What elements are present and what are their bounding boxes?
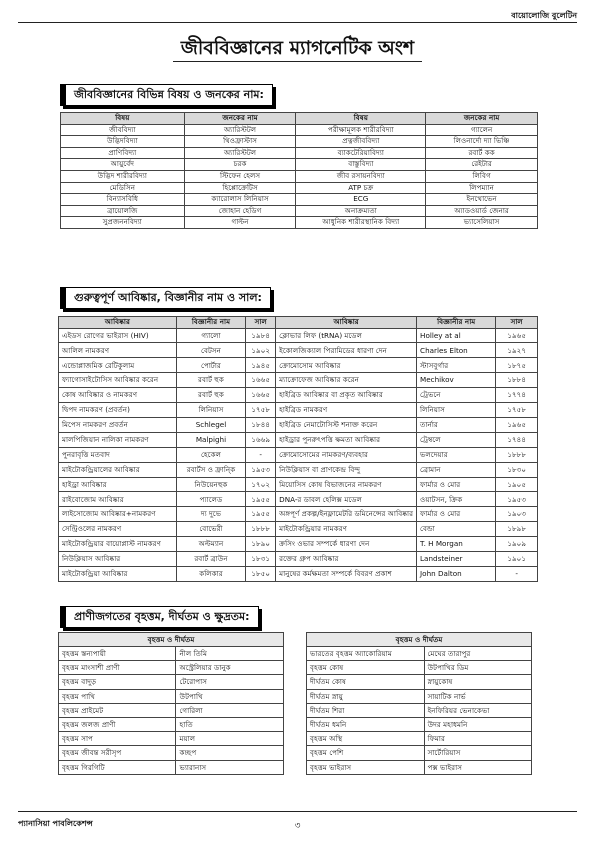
table-cell: সুপ্রজননবিদ্যা (61, 217, 185, 229)
table-cell: ১৯০৫ (496, 477, 538, 492)
table-row (61, 147, 538, 159)
table-row (59, 328, 538, 343)
table-cell: ১৯৫৩ (246, 462, 276, 477)
table-cell: ১৮৫০ (246, 566, 276, 581)
table-row (59, 462, 538, 477)
table-cell: গ্যালো (176, 328, 246, 343)
table-cell: হাইব্রিড আবিষ্কার বা প্রকৃত আবিষ্কার (276, 388, 417, 403)
column-header: জনকের নাম (184, 113, 296, 125)
superlatives-left-title: বৃহত্তম ও দীর্ঘতম (59, 633, 284, 647)
superlatives-left-table (58, 632, 284, 775)
table-cell: বৃহত্তম পেশি (307, 746, 425, 760)
table-cell: রবার্ট হুক (176, 388, 246, 403)
list-row (307, 732, 532, 746)
section-heading-discoveries: গুরুত্বপূর্ণ আবিষ্কার, বিজ্ঞানীর নাম ও সাল: (60, 287, 271, 309)
table-cell: ১৮৭৫ (496, 358, 538, 373)
table-cell: ১৯৫৫ (246, 507, 276, 522)
table-cell: ম্যাক্রোফেজ আবিষ্কার করেন (276, 373, 417, 388)
superlatives-right-table (306, 632, 532, 775)
column-header: সাল (246, 317, 276, 329)
table-cell: ১৮৩১ (246, 551, 276, 566)
table-cell: মাইটোকন্ড্রিয়ার বায়োপ্লাস্ট নামকরণ (59, 537, 177, 552)
table-row (59, 388, 538, 403)
table-cell: হিপ্পোক্রেটিস (184, 182, 296, 194)
table-cell: বৃহত্তম স্তন্যপায়ী (59, 647, 176, 661)
table-cell: ১৭৭৪ (496, 388, 538, 403)
table-row (59, 432, 538, 447)
table-cell: তার্নার (417, 417, 496, 432)
table-row (61, 217, 538, 229)
table-cell: বৃহত্তম ভাইরাস (307, 760, 425, 774)
table-cell: অস্ট্রেলিয়ার ডানুক (176, 661, 284, 675)
table-cell: কলিকার (176, 566, 246, 581)
table-cell: প্রত্নজীববিদ্যা (296, 136, 426, 148)
table-cell: বৃহত্তম গিরগিটি (59, 760, 176, 774)
table-cell: ১৮৯০ (246, 537, 276, 552)
table-cell: ক্লোভার লিফ (tRNA) মডেল (276, 328, 417, 343)
table-cell: ১৮৯৮ (496, 522, 538, 537)
table-cell: ১৮৮৮ (496, 447, 538, 462)
table-cell: বৃহত্তম পাখি (59, 689, 176, 703)
table-cell: হাইব্রিড নেমাটোসিস্ট শনাক্ত করেন (276, 417, 417, 432)
table-cell: প্যালেড (176, 492, 246, 507)
table-cell: উদ্ভিদবিদ্যা (61, 136, 185, 148)
header-rule (18, 22, 577, 23)
table-cell: মাইটোকন্ড্রিয়ালের আবিষ্কার (59, 462, 177, 477)
table-cell: গোরিলা (176, 703, 284, 717)
table-row (59, 522, 538, 537)
table-cell: সেন্ট্রিওলের নামকরণ (59, 522, 177, 537)
table-cell: - (246, 447, 276, 462)
table-cell: রবার্টস ও ফ্রান্কি (176, 462, 246, 477)
table-cell: লিপম্যান (426, 182, 538, 194)
list-row (307, 703, 532, 717)
table-cell: ক্রসিং ওভার সম্পর্কে ধারণা দেন (276, 537, 417, 552)
table-cell: - (496, 566, 538, 581)
table-cell: ইকোলজিক্যাল পিরামিডের ধারণা দেন (276, 343, 417, 358)
table-cell: বাস্তুবিদ্যা (296, 159, 426, 171)
table-cell: ১৯৫৫ (246, 492, 276, 507)
table-cell: ফিমার (424, 732, 531, 746)
table-row (59, 551, 538, 566)
table-cell: দীর্ঘতম কোষ (307, 675, 425, 689)
table-cell: ATP চক্র (296, 182, 426, 194)
list-row (59, 732, 284, 746)
table-cell: অ্যারিস্টটল (184, 124, 296, 136)
table-row (61, 159, 538, 171)
table-cell: পোর্টার (176, 358, 246, 373)
table-cell: ১৮৩০ (496, 462, 538, 477)
table-cell: T. H Morgan (417, 537, 496, 552)
table-row (59, 492, 538, 507)
table-cell: Holley at al (417, 328, 496, 343)
table-cell: বৃহত্তম কোষ (307, 661, 425, 675)
table-cell: ১৮৪৪ (246, 417, 276, 432)
table-cell: মেডিসিন (61, 182, 185, 194)
table-cell: ১৯২৭ (496, 343, 538, 358)
table-cell: ক্যারোলাস লিনিয়াস (184, 194, 296, 206)
table-row (59, 403, 538, 418)
table-row (59, 566, 538, 581)
table-cell: জীব রসায়নবিদ্যা (296, 170, 426, 182)
table-cell: অনাক্রম্যতা (296, 205, 426, 217)
section-heading-fathers: জীববিজ্ঞানের বিভিন্ন বিষয় ও জনকের নাম: (60, 84, 273, 106)
page-title: জীববিজ্ঞানের ম্যাগনেটিক অংশ (173, 37, 422, 62)
table-cell: বৃহত্তম প্রাইমেট (59, 703, 176, 717)
table-cell: ইনফিরিয়র ভেনাকেভা (424, 703, 531, 717)
column-header: বিজ্ঞানীর নাম (417, 317, 496, 329)
table-cell: ট্রেম্বলে (417, 432, 496, 447)
table-cell: রবার্ট হুক (176, 373, 246, 388)
table-cell: ইনথোভেন (426, 194, 538, 206)
table-cell: ১৯৬৫ (496, 328, 538, 343)
table-cell: উটপাখির ডিম (424, 661, 531, 675)
fathers-table (60, 112, 538, 229)
table-cell: ১৭৪৪ (496, 432, 538, 447)
table-cell: ১৯০৩ (496, 507, 538, 522)
column-header: আবিষ্কার (59, 317, 177, 329)
table-cell: ওয়াটসন, ক্রিক (417, 492, 496, 507)
table-cell: মিপেস নামকরণ প্রবর্তন (59, 417, 177, 432)
table-cell: ভলদেয়ার (417, 447, 496, 462)
table-cell: মানুষের কর্মক্ষমতা সম্পর্কে বিবরণ প্রকাশ (276, 566, 417, 581)
footer-rule (18, 811, 577, 812)
table-row (59, 358, 538, 373)
table-row (59, 537, 538, 552)
table-row (59, 447, 538, 462)
table-cell: জোহান হেডিগ (184, 205, 296, 217)
table-cell: অল্টম্যান (176, 537, 246, 552)
table-cell: অ্যারিস্টটল (184, 147, 296, 159)
table-cell: চরক (184, 159, 296, 171)
table-cell: স্নায়ুকোষ (424, 675, 531, 689)
table-cell: John Dalton (417, 566, 496, 581)
table-cell: মালপিজিয়ান নালিকা নামকরণ (59, 432, 177, 447)
table-cell: রক্তের গ্রুপ আবিষ্কার (276, 551, 417, 566)
table-cell: উদ্ভিদ শারীরবিদ্যা (61, 170, 185, 182)
table-cell: অঙ্গপূর্ণ প্রকল্প/ইনফ্লামেটরি ডমিনেন্সের আবিষ্কার (276, 507, 417, 522)
table-row (61, 136, 538, 148)
table-cell: ১৯০৯ (496, 537, 538, 552)
table-cell: ১৭০২ (246, 477, 276, 492)
table-row (59, 373, 538, 388)
list-row (59, 661, 284, 675)
table-cell: বিন্যাসবিধি (61, 194, 185, 206)
table-cell: দ্বিপদ নামকরণ (প্রবর্তন) (59, 403, 177, 418)
table-cell: মাইটোকন্ড্রিয়ার নামকরণ (276, 522, 417, 537)
table-cell: ফার্মার ও মোর (417, 507, 496, 522)
table-cell: বৃহত্তম অস্থি (307, 732, 425, 746)
table-cell: লিনিয়াস (417, 403, 496, 418)
column-header: সাল (496, 317, 538, 329)
table-cell: বৃহত্তম বাদুড় (59, 675, 176, 689)
table-cell: ব্যাকটেরিয়াবিদ্যা (296, 147, 426, 159)
table-row (61, 205, 538, 217)
list-row (59, 675, 284, 689)
table-cell: স্টাসবুর্গার (417, 358, 496, 373)
table-row (59, 477, 538, 492)
table-cell: উদর মহাধমনি (424, 717, 531, 731)
table-cell: লিনিয়াস (176, 403, 246, 418)
table-cell: Malpighi (176, 432, 246, 447)
column-header: বিষয় (296, 113, 426, 125)
list-row (307, 717, 532, 731)
table-cell: ফ্যাগোসাইটোসিস আবিষ্কার করেন (59, 373, 177, 388)
table-cell: দীর্ঘতম ধমনি (307, 717, 425, 731)
table-cell: কোষ আবিষ্কার ও নামকরণ (59, 388, 177, 403)
table-cell: ময়াল (176, 732, 284, 746)
table-cell: Mechikov (417, 373, 496, 388)
table-cell: ভ্যারানাস (176, 760, 284, 774)
table-cell: রবার্ট ব্রাউন (176, 551, 246, 566)
table-cell: মিয়োসিস কোষ বিভাজনের নামকরণ (276, 477, 417, 492)
table-cell: এন্ডোপ্লাজমিক রেটিকুলাম (59, 358, 177, 373)
list-row (307, 661, 532, 675)
list-row (59, 746, 284, 760)
table-cell: আধুনিক শারীরস্থানিক বিদ্যা (296, 217, 426, 229)
table-cell: বৃহত্তম জীবন্ত সরীসৃপ (59, 746, 176, 760)
running-header: বায়োলোজি বুলেটিন (511, 11, 577, 20)
table-cell: রবার্ট কক (426, 147, 538, 159)
table-cell: ১৯০২ (246, 343, 276, 358)
table-row (59, 343, 538, 358)
table-cell: উটপাখি (176, 689, 284, 703)
table-cell: পুনরাবৃত্তি মতবাদ (59, 447, 177, 462)
table-cell: ১৯৫৩ (496, 492, 538, 507)
list-row (59, 647, 284, 661)
table-cell: মেঘের তারাপুর (424, 647, 531, 661)
table-cell: সায়াটিক নার্ভ (424, 689, 531, 703)
table-cell: প্রাণিবিদ্যা (61, 147, 185, 159)
table-row (59, 417, 538, 432)
table-cell: পরীক্ষামূলক শারীরবিদ্যা (296, 124, 426, 136)
discoveries-table (58, 316, 538, 582)
table-cell: পক্স ভাইরাস (424, 760, 531, 774)
column-header: বিষয় (61, 113, 185, 125)
list-row (59, 703, 284, 717)
table-cell: ECG (296, 194, 426, 206)
table-cell: ব্রায়োলজি (61, 205, 185, 217)
column-header: আবিষ্কার (276, 317, 417, 329)
table-cell: বৃহত্তম সাপ (59, 732, 176, 746)
column-header: জনকের নাম (426, 113, 538, 125)
table-cell: স্টিফেন হেলস (184, 170, 296, 182)
table-row (61, 194, 538, 206)
table-cell: ফার্মার ও মোর (417, 477, 496, 492)
table-row (61, 170, 538, 182)
list-row (307, 746, 532, 760)
table-cell: মাইটোকন্ড্রিয়া আবিষ্কার (59, 566, 177, 581)
table-cell: ১৯৮৪ (246, 328, 276, 343)
table-cell: DNA-র ডাবল হেলিক্স মডেল (276, 492, 417, 507)
list-row (307, 760, 532, 774)
table-cell: ১৯৬৫ (496, 417, 538, 432)
list-row (307, 675, 532, 689)
table-cell: ১৭৫৮ (496, 403, 538, 418)
list-row (307, 689, 532, 703)
table-row (59, 507, 538, 522)
column-header: বিজ্ঞানীর নাম (176, 317, 246, 329)
table-cell: বৃহত্তম মাংসাশী প্রাণী (59, 661, 176, 675)
table-cell: ১৮৮৪ (496, 373, 538, 388)
table-cell: Schlegel (176, 417, 246, 432)
table-cell: নিউক্লিয়াস বা প্রাণকেন্দ্র বিন্দু (276, 462, 417, 477)
table-cell: আয়ুর্বেদ (61, 159, 185, 171)
superlatives-right-title: বৃহত্তম ও দীর্ঘতম (307, 633, 532, 647)
table-cell: ১৯৪৫ (246, 358, 276, 373)
table-cell: বৃহত্তম জলজ প্রাণী (59, 717, 176, 731)
table-row (61, 124, 538, 136)
table-cell: অ্যাডওয়ার্ড জেনার (426, 205, 538, 217)
table-cell: জীববিদ্যা (61, 124, 185, 136)
table-cell: হাইড্রার পুনরুৎপত্তি ক্ষমতা আবিষ্কার (276, 432, 417, 447)
table-cell: ১৮৮৮ (246, 522, 276, 537)
table-cell: ১৬৬৫ (246, 373, 276, 388)
table-cell: কচ্ছপ (176, 746, 284, 760)
table-cell: লিওনার্দো দ্যা ভিঞ্চি (426, 136, 538, 148)
table-cell: বেন্ডা (417, 522, 496, 537)
table-cell: নীল তিমি (176, 647, 284, 661)
table-cell: গাল্টন (184, 217, 296, 229)
table-cell: নিউয়েনহুক (176, 477, 246, 492)
table-cell: হেকেল (176, 447, 246, 462)
table-cell: ক্রোমোসোমের নামকরণ/ব্যবহার (276, 447, 417, 462)
table-cell: থিওফ্রাস্টাস (184, 136, 296, 148)
table-cell: লিবিগ (426, 170, 538, 182)
table-cell: Landsteiner (417, 551, 496, 566)
table-cell: ভারতের বৃহত্তম অ্যাকোরিয়াম (307, 647, 425, 661)
table-cell: ব্রোমান (417, 462, 496, 477)
table-cell: গ্যালেন (426, 124, 538, 136)
table-cell: ১৬৬৫ (246, 388, 276, 403)
table-cell: হাইব্রিড নামকরণ (276, 403, 417, 418)
table-cell: দীর্ঘতম স্নায়ু (307, 689, 425, 703)
table-cell: নিউক্লিয়াস আবিষ্কার (59, 551, 177, 566)
table-cell: ক্রোমোসোম আবিষ্কার (276, 358, 417, 373)
table-cell: সার্টোরিয়াস (424, 746, 531, 760)
table-cell: দীর্ঘতম শিরা (307, 703, 425, 717)
table-cell: বেটসন (176, 343, 246, 358)
table-cell: ১৯০১ (496, 551, 538, 566)
table-cell: ১৬৬৯ (246, 432, 276, 447)
table-cell: এইডস রোগের ভাইরাস (HIV) (59, 328, 177, 343)
table-row (61, 182, 538, 194)
table-cell: ভ্যাসেলিয়াস (426, 217, 538, 229)
list-row (59, 760, 284, 774)
table-cell: হাতি (176, 717, 284, 731)
list-row (307, 647, 532, 661)
table-cell: Charles Elton (417, 343, 496, 358)
table-cell: লাইসোজোম আবিষ্কার+নামকরণ (59, 507, 177, 522)
table-cell: বোভেরী (176, 522, 246, 537)
table-cell: ১৭৫৮ (246, 403, 276, 418)
list-row (59, 717, 284, 731)
table-cell: রাইবোজোম আবিষ্কার (59, 492, 177, 507)
table-cell: ট্রেভনে (417, 388, 496, 403)
footer-publisher: প্যানাসিয়া পাবলিকেশন্স (18, 819, 93, 828)
list-row (59, 689, 284, 703)
table-cell: দ্য দুভে (176, 507, 246, 522)
page-title-wrap (0, 34, 595, 66)
section-heading-superlatives: প্রাণীজগতের বৃহত্তম, দীর্ঘতম ও ক্ষুদ্রতম: (60, 606, 259, 628)
table-cell: রেইটার (426, 159, 538, 171)
table-cell: আলিল নামকরণ (59, 343, 177, 358)
page-number: ৩ (294, 821, 301, 831)
table-cell: টেরোপাস (176, 675, 284, 689)
table-cell: হাইড্রা আবিষ্কার (59, 477, 177, 492)
